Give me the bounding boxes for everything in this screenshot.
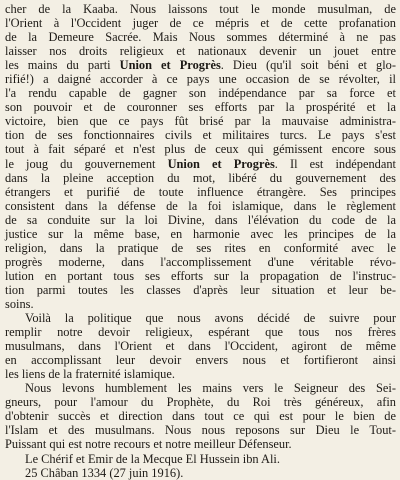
- text-line: musulmans, dans l'Orient et dans l'Occident, agiront de même: [5, 339, 396, 354]
- letter-body: [5, 2, 396, 480]
- text-line: de sa conduite sur la loi Divine, dans l'élévation du code de la: [5, 212, 396, 227]
- text-line: victoire, bien que ce pays fût brisé par la mauvaise administra-: [5, 114, 396, 129]
- text-line: rifié!) a daigné accorder à ce pays une occasion de se révolter, il: [5, 72, 396, 87]
- text-line: tout à fait séparé et n'est plus de ceux qui gémissent encore sous: [5, 142, 396, 157]
- party-name-bold: Union et Progrès: [119, 58, 221, 73]
- signature-line: Le Chérif et Emir de la Mecque El Hussein ibn Ali.: [25, 451, 280, 466]
- text-line: l'a rendu capable de gagner son indépendance par sa force et: [5, 86, 396, 101]
- text-line: tion parmi toutes les classes d'après leur situation et leur be-: [5, 282, 396, 297]
- text-line: d'obtenir succès et direction dans tout ce qui est pour le bien de: [5, 409, 396, 424]
- text-line: son pouvoir et de couronner ses efforts par la prospérité et la: [5, 100, 396, 115]
- text-line: tion de ses fonctionnaires civils et militaires turcs. Le pays s'est: [5, 128, 396, 143]
- text-line: soins.: [5, 296, 34, 311]
- text-line: lution en portant tous ses efforts sur la propagation de l'instruc-: [5, 268, 396, 283]
- text-line: Voilà la politique que nous avons décidé de suivre pour: [25, 311, 396, 326]
- text-line: consistent dans la défense de la foi islamique, dans le règlement: [5, 198, 396, 213]
- paragraph: [5, 2, 396, 311]
- text-line: de la Demeure Sacrée. Mais Nous sommes déterminé à ne pas: [5, 30, 396, 45]
- text-line: étrangers et purifié de toute influence étrangère. Ses principes: [5, 184, 396, 199]
- paragraph: [5, 381, 396, 451]
- text-line: religion, dans la pratique de ses rites en conformité avec le: [5, 240, 396, 255]
- text-line: les liens de la fraternité islamique.: [5, 367, 175, 382]
- text-line: en accomplissant leur devoir envers nous et fortifieront ainsi: [5, 353, 396, 368]
- text-line: cher de la Kaaba. Nous laissons tout le monde musulman, de: [5, 2, 396, 16]
- paragraph: [5, 311, 396, 381]
- date-line: 25 Châban 1334 (27 juin 1916).: [25, 465, 184, 480]
- text-line: les mains du parti Union et Progrès. Dieu (qu'il soit béni et glo-: [5, 58, 396, 73]
- text-line: gneurs, pour l'amour du Prophète, du Roi très généreux, afin: [5, 395, 396, 410]
- text-line: le joug du gouvernement Union et Progrès. Il est indépendant: [5, 156, 397, 171]
- text-line: progrès moderne, dans l'accomplissement d'une véritable révo-: [5, 254, 396, 269]
- text-line: l'Islam et des musulmans. Nous nous reposons sur Dieu le Tout-: [5, 423, 396, 438]
- text-line: dans la pleine acception du mot, libéré du gouvernement des: [5, 170, 396, 185]
- text-line: Puissant qui est notre recours et notre meilleur Défenseur.: [5, 437, 292, 452]
- text-line: laisser nos droits religieux et nationaux devenir un jouet entre: [5, 44, 396, 59]
- text-line: l'Orient à l'Occident juger de ce mépris et de cette profanation: [5, 16, 396, 31]
- party-name-bold: Union et Progrès: [167, 156, 275, 171]
- text-line: Nous levons humblement les mains vers le Seigneur des Sei-: [25, 381, 396, 396]
- paragraphs-container: [5, 2, 396, 452]
- text-line: justice sur la même base, en harmonie avec les principes de la: [5, 226, 396, 241]
- text-line: remplir notre devoir religieux, espérant que tous nos frères: [5, 325, 396, 340]
